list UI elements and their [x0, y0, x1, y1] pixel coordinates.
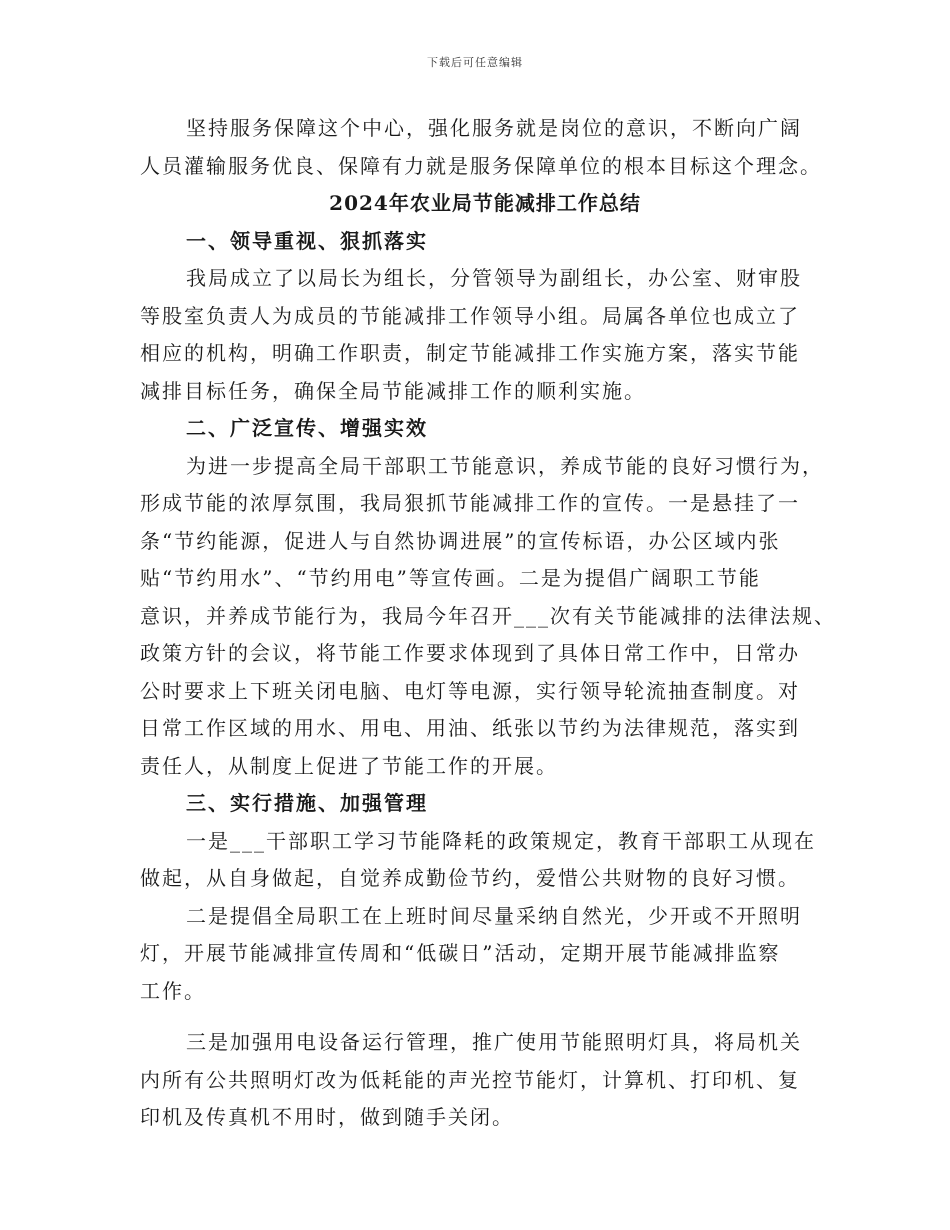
- paragraph-line: 相应的机构，明确工作职责，制定节能减排工作实施方案，落实节能: [140, 341, 800, 365]
- paragraph-line: 减排目标任务，确保全局节能减排工作的顺利实施。: [140, 378, 646, 403]
- paragraph-line: 形成节能的浓厚氛围，我局狠抓节能减排工作的宣传。一是悬挂了一: [140, 491, 800, 515]
- paragraph-line: 公时要求上下班关闭电脑、电灯等电源，实行领导轮流抽查制度。对: [140, 678, 800, 703]
- paragraph-line: 灯，开展节能减排宣传周和“低碳日”活动，定期开展节能减排监察: [140, 941, 781, 965]
- header-note: 下载后可任意编辑: [427, 56, 523, 69]
- paragraph-line: 意识，并养成节能行为，我局今年召开___次有关节能减排的法律法规、: [140, 603, 836, 628]
- section-heading-2: 二、广泛宣传、增强实效: [186, 416, 428, 440]
- paragraph-line: 印机及传真机不用时，做到随手关闭。: [140, 1105, 514, 1129]
- paragraph-line: 贴“节约用水”、“节约用电”等宣传画。二是为提倡广阔职工节能: [140, 566, 761, 590]
- paragraph-line: 我局成立了以局长为组长，分管领导为副组长，办公室、财审股: [186, 266, 802, 290]
- document-body: [140, 110, 836, 1137]
- paragraph-line: 二是提倡全局职工在上班时间尽量采纳自然光，少开或不开照明: [186, 903, 802, 928]
- paragraph-spacer: [140, 1010, 820, 1024]
- section-heading-1: 一、领导重视、狠抓落实: [186, 228, 428, 253]
- paragraph-line: 内所有公共照明灯改为低耗能的声光控节能灯，计算机、打印机、复: [140, 1067, 800, 1092]
- paragraph-line: 一是___干部职工学习节能降耗的政策规定，教育干部职工从现在: [186, 828, 816, 853]
- paragraph-line: 做起，从自身做起，自觉养成勤俭节约，爱惜公共财物的良好习惯。: [140, 866, 800, 890]
- paragraph-line: 三是加强用电设备运行管理，推广使用节能照明灯具，将局机关: [186, 1030, 802, 1054]
- document-title: 2024年农业局节能减排工作总结: [329, 191, 641, 215]
- paragraph-line: 责任人，从制度上促进了节能工作的开展。: [140, 753, 558, 778]
- paragraph-line: 政策方针的会议，将节能工作要求体现到了具体日常工作中，日常办: [140, 641, 800, 665]
- paragraph-line: 工作。: [140, 978, 206, 1003]
- section-heading-3: 三、实行措施、加强管理: [186, 791, 428, 815]
- paragraph-line: 坚持服务保障这个中心，强化服务就是岗位的意识，不断向广阔: [186, 116, 802, 140]
- paragraph-line: 条“节约能源，促进人与自然协调进展”的宣传标语，办公区域内张: [140, 528, 781, 553]
- paragraph-line: 日常工作区域的用水、用电、用油、纸张以节约为法律规范，落实到: [140, 716, 800, 740]
- paragraph-line: 等股室负责人为成员的节能减排工作领导小组。局属各单位也成立了: [140, 303, 800, 328]
- paragraph-line: 人员灌输服务优良、保障有力就是服务保障单位的根本目标这个理念。: [140, 153, 822, 178]
- paragraph-line: 为进一步提高全局干部职工节能意识，养成节能的良好习惯行为，: [186, 453, 824, 478]
